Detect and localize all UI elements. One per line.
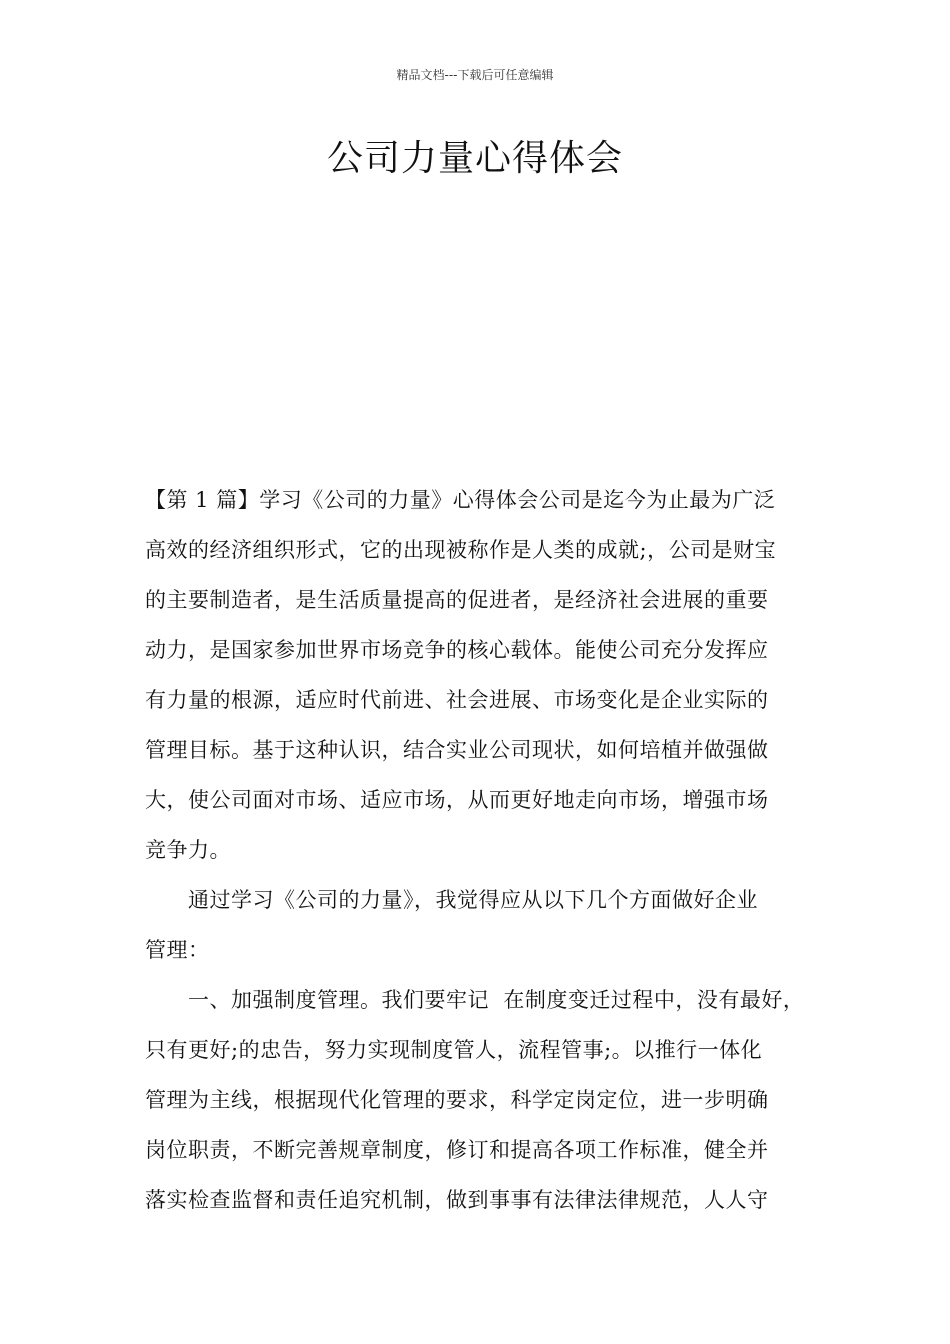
text-line: 大，使公司面对市场、适应市场，从而更好地走向市场，增强市场 xyxy=(145,788,769,812)
text-line: 管理目标。基于这种认识，结合实业公司现状，如何培植并做强做 xyxy=(145,738,769,762)
document-title: 公司力量心得体会 xyxy=(326,138,623,179)
document-body xyxy=(145,482,825,1232)
text-line: 岗位职责，不断完善规章制度，修订和提高各项工作标准，健全并 xyxy=(145,1138,769,1162)
text-line: 的主要制造者，是生活质量提高的促进者，是经济社会进展的重要 xyxy=(145,588,769,612)
text-line: 【第 1 篇】学习《公司的力量》心得体会公司是迄今为止最为广泛 xyxy=(145,488,776,512)
text-line: 动力，是国家参加世界市场竞争的核心载体。能使公司充分发挥应 xyxy=(145,638,769,662)
text-line: 高效的经济组织形式，它的出现被称作是人类的成就;，公司是财宝 xyxy=(145,538,777,562)
paragraph-1 xyxy=(145,482,825,882)
text-line: 落实检查监督和责任追究机制，做到事事有法律法律规范，人人守 xyxy=(145,1188,769,1212)
paragraph-2 xyxy=(145,882,825,982)
text-line: 有力量的根源，适应时代前进、社会进展、市场变化是企业实际的 xyxy=(145,688,769,712)
text-line: 管理： xyxy=(145,938,210,962)
header-note: 精品文档---下载后可任意编辑 xyxy=(396,68,554,82)
text-line: 一、加强制度管理。我们要牢记 在制度变迁过程中，没有最好， xyxy=(188,988,805,1012)
text-line: 只有更好;的忠告，努力实现制度管人，流程管事;。以推行一体化 xyxy=(145,1038,763,1062)
text-line: 竞争力。 xyxy=(145,838,231,862)
paragraph-3 xyxy=(145,982,825,1232)
text-line: 通过学习《公司的力量》，我觉得应从以下几个方面做好企业 xyxy=(188,888,758,912)
text-line: 管理为主线，根据现代化管理的要求，科学定岗定位，进一步明确 xyxy=(145,1088,769,1112)
